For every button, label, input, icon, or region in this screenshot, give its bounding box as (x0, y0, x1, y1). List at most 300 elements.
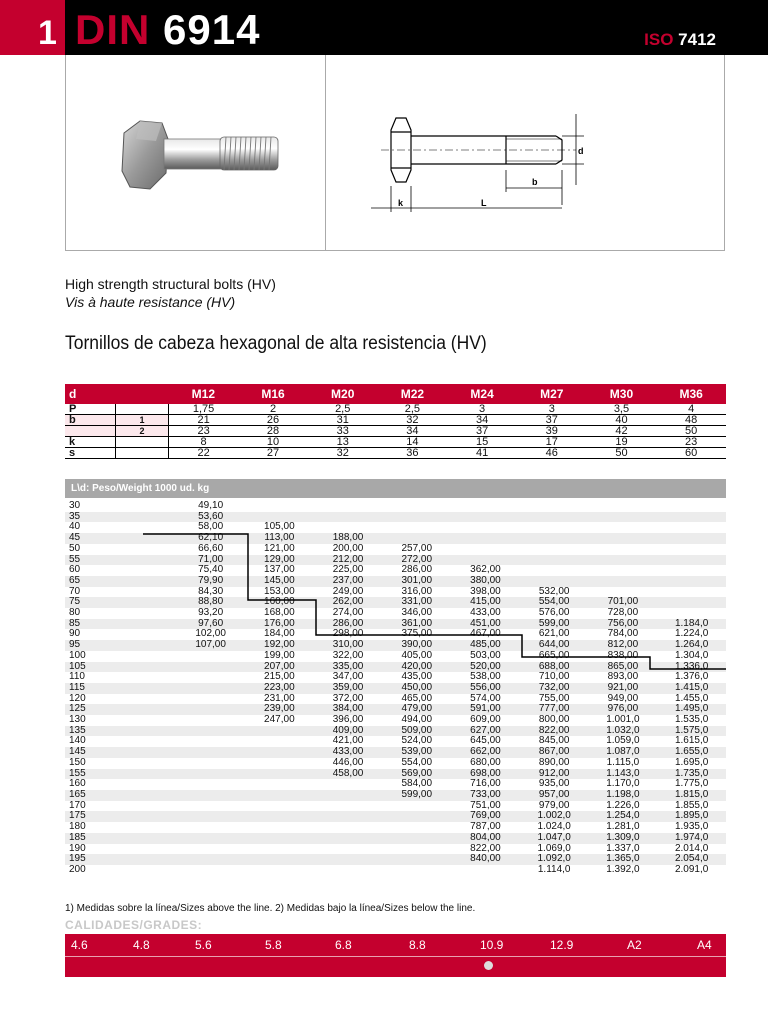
weight-value: 554,00 (401, 756, 433, 768)
weight-value: 361,00 (382, 619, 451, 630)
weight-value (520, 501, 589, 512)
weight-value: 107,00 (176, 640, 245, 651)
weight-value: 1.002,0 (520, 811, 589, 822)
weight-row (65, 533, 726, 544)
weight-value: 286,00 (314, 619, 383, 630)
weight-value (520, 565, 589, 576)
weight-value: 1.254,0 (589, 811, 658, 822)
weight-value: 479,00 (382, 704, 451, 715)
weight-value (176, 779, 245, 790)
dimensions-header-label: d (65, 384, 169, 404)
weight-value: 274,00 (332, 607, 364, 619)
weight-value: 145,00 (245, 576, 314, 587)
weight-value (657, 555, 726, 566)
length-value: 120 (69, 692, 86, 704)
weight-value (176, 801, 245, 812)
weight-table-header: L\d: Peso/Weight 1000 ud. kg (65, 479, 726, 498)
weight-value (176, 672, 245, 683)
weight-value (245, 736, 314, 747)
weight-value: 1.974,0 (657, 833, 726, 844)
weight-value: 921,00 (589, 683, 658, 694)
weight-row (65, 544, 726, 555)
dimension-value: 2,5 (308, 404, 378, 415)
weight-value: 599,00 (382, 790, 451, 801)
weight-value (314, 801, 383, 812)
grade-value: 5.8 (265, 938, 282, 952)
weight-value: 450,00 (382, 683, 451, 694)
dimension-value: 33 (308, 426, 378, 437)
weight-value: 1.855,0 (674, 799, 709, 811)
weight-value: 88,80 (176, 597, 245, 608)
length-value: 65 (65, 576, 176, 587)
weight-value: 867,00 (520, 747, 589, 758)
weight-value: 310,00 (314, 640, 383, 651)
weight-value (245, 501, 314, 512)
weight-value: 458,00 (314, 769, 383, 780)
weight-value: 812,00 (589, 640, 658, 651)
weight-value (657, 576, 726, 587)
weight-value: 301,00 (382, 576, 451, 587)
weight-value: 787,00 (470, 821, 501, 833)
size-header: M30 (587, 384, 657, 404)
weight-value (314, 844, 383, 855)
weight-value: 569,00 (382, 769, 451, 780)
weight-value: 433,00 (470, 607, 501, 619)
weight-value: 554,00 (520, 597, 589, 608)
standard-title (75, 6, 260, 54)
dimension-value: 3 (517, 404, 587, 415)
dimension-sublabel: 2 (116, 426, 169, 437)
weight-value: 949,00 (607, 692, 639, 704)
weight-value: 890,00 (538, 756, 570, 768)
weight-value: 465,00 (401, 692, 433, 704)
weight-value: 1.304,0 (674, 649, 709, 661)
weight-value: 1.059,0 (606, 735, 640, 747)
weight-value (245, 747, 314, 758)
dimension-value: 36 (378, 448, 448, 459)
weight-value: 1.184,0 (657, 619, 726, 630)
length-value: 85 (65, 619, 176, 630)
weight-value: 1.309,0 (589, 833, 658, 844)
weight-row (65, 758, 726, 769)
length-value: 175 (65, 811, 176, 822)
drawing-label-k: k (398, 198, 404, 208)
weight-value (382, 522, 451, 533)
weight-value: 1.001,0 (606, 714, 640, 726)
weight-value (589, 522, 658, 533)
weight-value: 698,00 (451, 769, 520, 780)
weight-value: 79,90 (176, 576, 245, 587)
weight-value: 538,00 (470, 671, 501, 683)
dimension-value: 27 (238, 448, 308, 459)
weight-row (65, 512, 726, 523)
length-value: 145 (65, 747, 176, 758)
weight-value: 137,00 (264, 564, 295, 576)
weight-value (245, 758, 314, 769)
weight-value: 609,00 (470, 714, 501, 726)
length-value: 50 (69, 542, 81, 554)
weight-value: 893,00 (607, 671, 639, 683)
weight-value: 421,00 (332, 735, 364, 747)
weight-value: 396,00 (332, 714, 364, 726)
weight-value (451, 522, 520, 533)
grade-value: 6.8 (335, 938, 352, 952)
length-value: 70 (69, 585, 81, 597)
bolt-technical-drawing (366, 110, 586, 220)
weight-value: 257,00 (401, 542, 433, 554)
length-value: 35 (65, 512, 176, 523)
weight-value: 1.695,0 (674, 756, 709, 768)
length-value: 55 (65, 555, 176, 566)
weight-value (176, 662, 245, 673)
length-value: 140 (69, 735, 86, 747)
weight-value (451, 512, 520, 523)
weight-value: 1.336,0 (657, 662, 726, 673)
weight-value (589, 565, 658, 576)
grade-value: 8.8 (409, 938, 426, 952)
weight-value: 467,00 (470, 628, 501, 640)
weight-value: 935,00 (538, 778, 570, 790)
dimension-row (65, 437, 726, 448)
weight-value: 446,00 (332, 756, 364, 768)
weight-value (245, 822, 314, 833)
weight-value (245, 854, 314, 865)
weight-value (520, 544, 589, 555)
length-value: 60 (69, 564, 81, 576)
weight-value: 1.224,0 (674, 628, 709, 640)
weight-value (382, 844, 451, 855)
weight-value: 524,00 (401, 735, 433, 747)
weight-value (176, 811, 245, 822)
weight-value: 322,00 (332, 649, 364, 661)
length-value: 45 (65, 533, 176, 544)
page-dot-icon (484, 961, 493, 970)
weight-value: 576,00 (538, 607, 570, 619)
weight-value: 644,00 (520, 640, 589, 651)
weight-value (382, 512, 451, 523)
weight-value (314, 512, 383, 523)
weight-value: 223,00 (245, 683, 314, 694)
weight-value (176, 726, 245, 737)
dimension-value: 32 (378, 415, 448, 426)
weight-value (176, 715, 245, 726)
weight-value (176, 704, 245, 715)
weight-row (65, 651, 726, 662)
weight-value: 375,00 (401, 628, 433, 640)
dimension-value: 23 (169, 426, 239, 437)
weight-value: 420,00 (382, 662, 451, 673)
weight-value (314, 854, 383, 865)
image-divider (325, 55, 326, 250)
weight-value: 665,00 (538, 649, 570, 661)
weight-value: 1.114,0 (537, 863, 571, 875)
weight-value: 192,00 (245, 640, 314, 651)
weight-value: 435,00 (401, 671, 433, 683)
weight-value (245, 726, 314, 737)
title-french: Vis à haute resistance (HV) (65, 294, 236, 310)
weight-value: 1.575,0 (657, 726, 726, 737)
size-header: M36 (656, 384, 726, 404)
weight-value (176, 758, 245, 769)
weight-row (65, 865, 726, 876)
weight-value (245, 811, 314, 822)
grade-value: 10.9 (480, 938, 504, 952)
weight-value: 53,60 (176, 512, 245, 523)
weight-value: 97,60 (176, 619, 245, 630)
weight-row (65, 576, 726, 587)
dimensions-header-row (65, 384, 726, 404)
weight-value: 1.935,0 (674, 821, 709, 833)
dimension-value: 42 (587, 426, 657, 437)
size-header: M12 (169, 384, 239, 404)
grade-value: A2 (627, 938, 642, 952)
weight-value (589, 512, 658, 523)
dimension-value: 39 (517, 426, 587, 437)
length-value: 200 (69, 863, 86, 875)
iso-number: 7412 (678, 30, 716, 49)
length-value: 75 (65, 597, 176, 608)
drawing-label-b: b (532, 177, 538, 187)
dimension-value: 50 (587, 448, 657, 459)
weight-value (520, 522, 589, 533)
weight-value (314, 790, 383, 801)
dimension-sublabel (116, 448, 169, 459)
weight-value (245, 844, 314, 855)
weight-value: 433,00 (314, 747, 383, 758)
weight-value (589, 533, 658, 544)
footnote: 1) Medidas sobre la línea/Sizes above the line. 2) Medidas bajo la línea/Sizes below the line. (65, 903, 476, 914)
grade-value: 4.6 (71, 938, 88, 952)
weight-value (314, 833, 383, 844)
weight-value: 732,00 (520, 683, 589, 694)
length-value: 90 (69, 628, 81, 640)
weight-value: 153,00 (264, 585, 295, 597)
weight-value (382, 865, 451, 876)
dimension-row (65, 426, 726, 437)
weight-value: 239,00 (245, 704, 314, 715)
dimension-value: 28 (238, 426, 308, 437)
size-header: M24 (447, 384, 517, 404)
weight-value: 359,00 (314, 683, 383, 694)
size-header: M27 (517, 384, 587, 404)
length-value: 100 (69, 649, 86, 661)
dimension-sublabel (116, 437, 169, 448)
weight-value: 384,00 (314, 704, 383, 715)
weight-value: 184,00 (264, 628, 295, 640)
weight-value: 207,00 (245, 662, 314, 673)
weight-value: 49,10 (198, 500, 224, 511)
weight-value: 380,00 (451, 576, 520, 587)
weight-value (314, 779, 383, 790)
weight-value (451, 533, 520, 544)
length-value: 115 (65, 683, 176, 694)
weight-value (657, 533, 726, 544)
weight-value: 532,00 (538, 585, 570, 597)
weight-value: 701,00 (589, 597, 658, 608)
weight-value: 1.455,0 (674, 692, 709, 704)
weight-value: 347,00 (332, 671, 364, 683)
weight-value: 247,00 (264, 714, 295, 726)
weight-value: 957,00 (520, 790, 589, 801)
weight-value (589, 555, 658, 566)
weight-value (657, 544, 726, 555)
weight-value: 160,00 (245, 597, 314, 608)
weight-value: 716,00 (470, 778, 501, 790)
weight-value: 838,00 (607, 649, 639, 661)
dimension-value: 34 (378, 426, 448, 437)
weight-value: 121,00 (264, 542, 295, 554)
dimension-value: 3,5 (587, 404, 657, 415)
weight-value (382, 801, 451, 812)
weight-value: 335,00 (314, 662, 383, 673)
weight-value (451, 544, 520, 555)
length-value: 125 (65, 704, 176, 715)
dimension-value: 4 (656, 404, 726, 415)
dimension-label: P (65, 404, 116, 415)
weight-value: 976,00 (589, 704, 658, 715)
weight-value: 1.024,0 (537, 821, 571, 833)
weight-value (245, 790, 314, 801)
weight-value (176, 736, 245, 747)
dimension-value: 48 (656, 415, 726, 426)
weight-value (176, 822, 245, 833)
weight-value (314, 865, 383, 876)
drawing-label-L: L (481, 198, 487, 208)
product-image-box (65, 55, 725, 251)
weight-value (520, 555, 589, 566)
iso-prefix: ISO (644, 30, 674, 49)
weight-value: 784,00 (607, 628, 639, 640)
length-value: 40 (69, 521, 81, 533)
din-number: 6914 (163, 6, 261, 53)
weight-value: 2.091,0 (674, 863, 709, 875)
weight-value: 398,00 (470, 585, 501, 597)
weight-value: 769,00 (451, 811, 520, 822)
weight-value (657, 565, 726, 576)
weight-value: 75,40 (198, 564, 224, 576)
weight-value: 755,00 (538, 692, 570, 704)
grades-bar (65, 934, 726, 956)
weight-value (176, 790, 245, 801)
weight-value: 520,00 (451, 662, 520, 673)
weight-value: 390,00 (382, 640, 451, 651)
weight-value: 176,00 (245, 619, 314, 630)
weight-value (176, 833, 245, 844)
weight-value: 509,00 (382, 726, 451, 737)
weight-value: 1.735,0 (657, 769, 726, 780)
weight-value: 1.815,0 (657, 790, 726, 801)
weight-value: 485,00 (451, 640, 520, 651)
weight-value (382, 854, 451, 865)
weight-value: 272,00 (382, 555, 451, 566)
weight-row (65, 522, 726, 533)
weight-value: 840,00 (451, 854, 520, 865)
size-header: M16 (238, 384, 308, 404)
weight-value: 362,00 (470, 564, 501, 576)
dimension-value: 37 (517, 415, 587, 426)
dimension-value: 23 (656, 437, 726, 448)
weight-value: 66,60 (198, 542, 224, 554)
weight-value (176, 854, 245, 865)
weight-row (65, 565, 726, 576)
weight-value: 2.054,0 (657, 854, 726, 865)
length-value: 155 (65, 769, 176, 780)
dimension-value: 46 (517, 448, 587, 459)
dimension-label (65, 426, 116, 437)
weight-value: 286,00 (401, 564, 433, 576)
weight-value (176, 747, 245, 758)
weight-value: 93,20 (198, 607, 224, 619)
weight-value: 331,00 (382, 597, 451, 608)
weight-value (314, 822, 383, 833)
weight-value (245, 779, 314, 790)
weight-value: 751,00 (470, 799, 501, 811)
weight-value (176, 683, 245, 694)
weight-value: 1.495,0 (657, 704, 726, 715)
grade-value: A4 (697, 938, 712, 952)
weight-value: 979,00 (538, 799, 570, 811)
section-number: 1 (38, 14, 57, 52)
weight-value: 822,00 (470, 842, 501, 854)
bolt-photo (116, 115, 286, 195)
weight-value: 199,00 (264, 649, 295, 661)
weight-row (65, 501, 726, 512)
weight-value: 372,00 (332, 692, 364, 704)
weight-value: 645,00 (470, 735, 501, 747)
weight-value: 1.365,0 (589, 854, 658, 865)
weight-value: 733,00 (451, 790, 520, 801)
weight-value: 1.198,0 (589, 790, 658, 801)
weight-value (245, 833, 314, 844)
weight-value: 584,00 (401, 778, 433, 790)
page-header (0, 0, 768, 55)
weight-value: 556,00 (451, 683, 520, 694)
weight-value (589, 576, 658, 587)
footer-bar (65, 956, 726, 977)
weight-value (657, 597, 726, 608)
dimension-value: 17 (517, 437, 587, 448)
weight-value (245, 769, 314, 780)
dimension-value: 14 (378, 437, 448, 448)
weight-value (176, 769, 245, 780)
weight-value: 756,00 (589, 619, 658, 630)
length-value: 180 (69, 821, 86, 833)
dimension-value: 10 (238, 437, 308, 448)
dimension-value: 40 (587, 415, 657, 426)
weight-value: 262,00 (314, 597, 383, 608)
length-value: 95 (65, 640, 176, 651)
weight-value (520, 512, 589, 523)
dimension-row (65, 415, 726, 426)
weight-value: 494,00 (401, 714, 433, 726)
dimension-value: 50 (656, 426, 726, 437)
weight-value (382, 822, 451, 833)
weight-row (65, 833, 726, 844)
length-value: 130 (69, 714, 86, 726)
dimension-value: 31 (308, 415, 378, 426)
weight-value (382, 811, 451, 822)
length-value: 190 (69, 842, 86, 854)
weight-value: 237,00 (314, 576, 383, 587)
weight-value: 2.014,0 (674, 842, 709, 854)
dimension-label: s (65, 448, 116, 459)
din-prefix: DIN (75, 6, 151, 53)
weight-value: 231,00 (264, 692, 295, 704)
weight-value: 225,00 (332, 564, 364, 576)
dimension-value: 8 (169, 437, 239, 448)
weight-value: 58,00 (198, 521, 224, 533)
weight-value: 1.281,0 (606, 821, 640, 833)
